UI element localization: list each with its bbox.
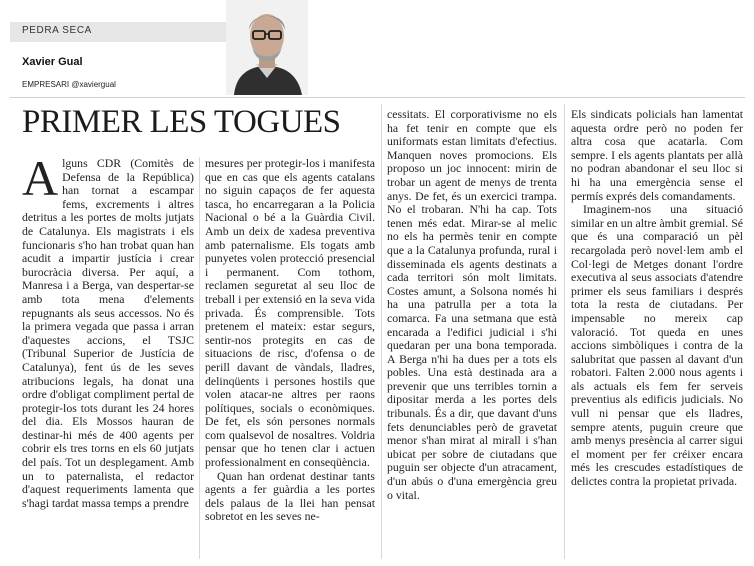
header-divider bbox=[10, 97, 745, 98]
column-divider bbox=[199, 157, 200, 559]
paragraph: Quan han ordenat destinar tants agents a fer guàrdia a les portes dels palaus de la llei han pensat sobretot en les seves ne- bbox=[205, 468, 375, 524]
author-name: Xavier Gual bbox=[22, 56, 83, 68]
article-column-1 bbox=[22, 150, 194, 510]
paragraph: Els sindicats policials han lamentat aquesta ordre però no poden fer altra cosa que acatarla. Com sempre. I els agents plantats per allà no podran abandonar el seu lloc si hi ha una emergència sense el permís exprés dels comandaments. bbox=[571, 107, 743, 203]
article-column-2 bbox=[205, 157, 375, 524]
column-divider bbox=[564, 104, 565, 559]
article-column-4 bbox=[571, 108, 743, 489]
drop-cap: A bbox=[22, 150, 59, 206]
author-portrait bbox=[226, 0, 308, 95]
paragraph: mesures per protegir-los i manifesta que en cas que els agents catalans no siguin capaços de fer aquesta tasca, ho encarregaran a la Policia Nacional o bé a la Guàrdia Civil. Amb un deix de xadesa preventiva amb paternalisme. Els togats amb punyetes volen protecció presencial i permanent. Com tothom, reclamen seguretat al seu lloc de treball i per extensió en la seva vida privada. És comprensible. Tots pretenem el mateix: estar segurs, sentir-nos protegits en cas de situacions de risc, d'ofensa o de perill davant de vàndals, lladres, delinqüents i persones hostils que volen atacar-ne altres per raons polítiques, socials o econòmiques. De fet, els són persones normals com qualsevol de nosaltres. Voldria pensar que ho tenen clar i actuen professionalment en conseqüència. bbox=[205, 156, 375, 470]
section-label: PEDRA SECA bbox=[22, 25, 92, 36]
article-title: PRIMER LES TOGUES bbox=[22, 104, 341, 140]
author-role: EMPRESARI @xaviergual bbox=[22, 80, 116, 89]
paragraph: cessitats. El corporativisme no els ha fet tenir en compte que els uniformats estan limitats d'efectius. Manquen noves promocions. Els proposo un joc innocent: mirin de trobar un agent de menys de trenta anys. De fet, és un exercici trampa. No el trobaran. N'hi ha cap. Tots tenen més edat. Mirar-se al melic no els ha permès tenir en compte que a la Catalunya profunda, rural i disseminada els agents destinats a cada territori són molt limitats. Costes amunt, a Solsona només hi ha una patrulla per a tota la comarca. Fa una setmana que està encarada a l'edifici judicial i s'hi quedaran per una bona temporada. A Berga n'hi ha dues per a tots els pobles. Una està destinada ara a prevenir que uns terribles tornin a dipositar merda a les portes dels tribunals. És a dir, que davant d'uns fets denunciables però de gravetat menor s'han mirat al mirall i s'han ubicat per sobre de ciutadans que puguin ser objecte d'un atracament, d'un abús o d'una emergència greu o vital. bbox=[387, 107, 557, 502]
paragraph bbox=[22, 150, 194, 510]
author-portrait-icon bbox=[226, 0, 308, 95]
paragraph: Imaginem-nos una situació similar en un altre àmbit gremial. Sé que és una comparació un pèl recargolada però novel·lem amb el Col·legi de Metges donant l'ordre executiva al seus associats d'atendre primer els seus familiars i després tota la resta de ciutadans. Per impensable no mereix cap valoració. Tot queda en unes accions simbòliques i contra de la salubritat que passen al davant d'un robatori. Falten 2.000 nous agents i als actuals els fem fer serveis preventius als edificis judicials. No vull ni pensar que els lladres, sempre atents, puguin creure que amb menys presència al carrer sigui el moment per fer créixer encara més les crescudes estadístiques de delictes contra la propietat privada. bbox=[571, 202, 743, 489]
article-column-3 bbox=[387, 108, 557, 502]
paragraph-text: lguns CDR (Comitès de Defensa de la República) han tornat a escampar fems, excrements i altres detritus a les portes de molts jutjats de Catalunya. Els magistrats i els funcionaris s'ho han trobat quan han acudit a impartir justícia i crear burocràcia diversa. Per aquí, a Manresa i a Berga, van despertar-se amb tota mena d'elements repugnants als seus accessos. No és la primera vegada que passa i arran d'aquestes accions, el TSJC (Tribunal Superior de Justícia de Catalunya), fent ús de les seves atribucions legals, ha donat una ordre d'obligat compliment pertal de protegir-los tots durant les 24 hores del dia. Els Mossos hauran de destinar-hi més de 400 agents per cobrir els tres torns en els 60 jutjats del país. Tot un desplegament. Amb un to paternalista, el redactor d'aquest requeriments lamenta que s'hagi tardat massa temps a prendre bbox=[22, 156, 194, 510]
column-divider bbox=[381, 104, 382, 559]
